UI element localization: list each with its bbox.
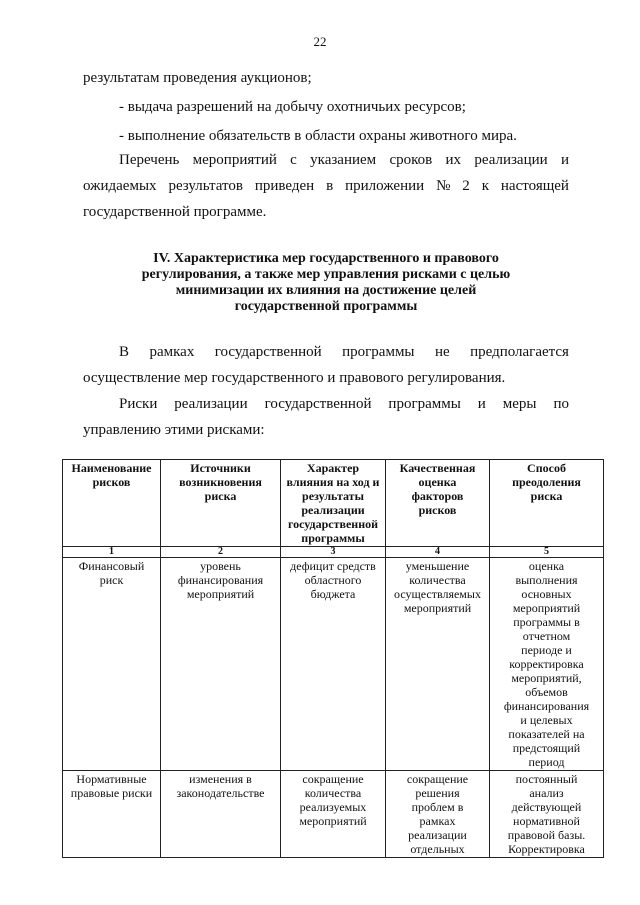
cell-line: финансирования xyxy=(503,699,590,713)
table-cell xyxy=(161,771,281,858)
word: в xyxy=(326,178,334,194)
header-mitigation-method xyxy=(490,460,604,547)
cell-line: возникновения xyxy=(179,475,262,489)
cell-line: осуществляемых xyxy=(394,587,481,601)
cell-line: рисков xyxy=(92,475,131,489)
cell-line: финансирования xyxy=(177,573,264,587)
cell-line: действующей xyxy=(511,800,582,814)
cell-line: предстоящий xyxy=(512,741,581,755)
cell-line: законодательстве xyxy=(176,786,265,800)
cell-line: реализуемых xyxy=(299,800,367,814)
cell-line: Корректировка xyxy=(508,842,585,856)
word: указанием xyxy=(310,152,377,168)
table-cell xyxy=(161,558,281,771)
cell-line: и целевых xyxy=(520,713,573,727)
cell-line: анализ xyxy=(529,786,564,800)
word: не xyxy=(434,344,450,360)
cell-line: количества xyxy=(409,573,466,587)
word: реализации xyxy=(474,152,548,168)
word: программы xyxy=(342,344,415,360)
table-cell xyxy=(281,558,386,771)
bullet-wildlife-protection: - выполнение обязательств в области охраны животного мира. xyxy=(119,128,517,144)
section-heading xyxy=(84,251,568,315)
paragraph-2-line-1 xyxy=(119,344,569,361)
cell-line: риска xyxy=(530,489,563,503)
word: В xyxy=(119,344,130,360)
cell-line: бюджета xyxy=(310,587,356,601)
word: предполагается xyxy=(470,344,569,360)
word: их xyxy=(445,152,462,168)
cell-line: факторов xyxy=(411,489,464,503)
cell-line: объемов xyxy=(525,685,568,699)
cell-line: реализации xyxy=(408,828,467,842)
section-heading-line: государственной программы xyxy=(234,299,418,314)
cell-line: Наименование xyxy=(71,461,152,475)
word: Перечень xyxy=(119,152,180,168)
header-risk-sources xyxy=(161,460,281,547)
cell-line: мероприятий xyxy=(186,587,255,601)
word: меры xyxy=(502,396,537,412)
table-header-row xyxy=(63,460,604,547)
word: ожидаемых xyxy=(83,178,157,194)
cell-line: корректировка xyxy=(509,657,584,671)
word: результатов xyxy=(168,178,243,194)
table-cell xyxy=(63,558,161,771)
cell-line: проблем в xyxy=(411,800,464,814)
word: 2 xyxy=(462,178,470,194)
word: и xyxy=(477,396,486,412)
cell-line: основных xyxy=(521,587,572,601)
cell-line: отдельных xyxy=(410,842,465,856)
cell-line: отчетном xyxy=(522,629,571,643)
cell-line: Нормативные xyxy=(76,772,147,786)
word: рамках xyxy=(149,344,195,360)
paragraph-3-line-1 xyxy=(119,396,569,413)
risk-table xyxy=(62,459,604,858)
cell-line: риска xyxy=(204,489,237,503)
cell-line: областного xyxy=(304,573,362,587)
cell-line: решения xyxy=(415,786,460,800)
table-row xyxy=(63,771,604,858)
cell-line: Способ xyxy=(527,461,566,475)
word: государственной xyxy=(214,344,322,360)
column-number: 1 xyxy=(63,547,161,558)
paragraph-2-line-2: осуществление мер государственного и правового регулирования. xyxy=(83,370,506,386)
cell-line: показателей на xyxy=(508,727,585,741)
column-number: 3 xyxy=(281,547,386,558)
table-cell xyxy=(386,771,490,858)
paragraph-1-line-2 xyxy=(83,178,569,195)
cell-line: нормативной xyxy=(513,814,580,828)
column-number-row xyxy=(63,547,604,558)
cell-line: уровень xyxy=(200,559,241,573)
word: приведен xyxy=(254,178,315,194)
table-cell xyxy=(490,558,604,771)
paragraph-1-line-1 xyxy=(119,152,569,169)
word: по xyxy=(553,396,569,412)
cell-line: изменения в xyxy=(189,772,252,786)
word: сроков xyxy=(389,152,433,168)
cell-line: Качественная xyxy=(399,461,476,475)
cell-line: программы в xyxy=(513,615,580,629)
cell-line: правовой базы. xyxy=(507,828,586,842)
cell-line: преодоления xyxy=(512,475,581,489)
word: № xyxy=(436,178,451,194)
cell-line: оценка xyxy=(528,559,565,573)
table-row xyxy=(63,558,604,771)
word: к xyxy=(481,178,489,194)
cell-line: мероприятий, xyxy=(511,671,582,685)
word: мероприятий xyxy=(192,152,277,168)
cell-line: период xyxy=(528,755,565,769)
word: с xyxy=(290,152,297,168)
section-heading-line: регулирования, а также мер управления рисками с целью xyxy=(141,267,511,282)
cell-line: дефицит средств xyxy=(290,559,376,573)
cell-line: сокращение xyxy=(406,772,469,786)
table-cell xyxy=(386,558,490,771)
section-heading-line: IV. Характеристика мер государственного и правового xyxy=(153,251,499,266)
table-cell xyxy=(281,771,386,858)
cell-line: результаты xyxy=(302,489,364,503)
cell-line: рисков xyxy=(418,503,457,517)
paragraph-3-line-2: управлению этими рисками: xyxy=(83,422,265,438)
word: настоящей xyxy=(500,178,569,194)
cell-line: уменьшение xyxy=(405,559,470,573)
cell-line: правовые риски xyxy=(70,786,153,800)
cell-line: мероприятий xyxy=(299,814,367,828)
cell-line: постоянный xyxy=(515,772,578,786)
cell-line: мероприятий xyxy=(512,601,581,615)
cell-line: Источники xyxy=(190,461,251,475)
column-number: 4 xyxy=(386,547,490,558)
word: программы xyxy=(388,396,461,412)
table-cell xyxy=(63,771,161,858)
page-number: 22 xyxy=(313,34,327,49)
cell-line: оценка xyxy=(418,475,457,489)
paragraph-1-line-3: государственной программе. xyxy=(83,204,267,220)
cell-line: государственной xyxy=(287,517,379,531)
cell-line: риск xyxy=(99,573,124,587)
section-heading-line: минимизации их влияния на достижение целей xyxy=(175,283,477,298)
cell-line: рамках xyxy=(419,814,456,828)
cell-line: сокращение xyxy=(302,772,364,786)
cell-line: периоде и xyxy=(521,643,572,657)
cell-line: влияния на ход и xyxy=(286,475,380,489)
header-risk-name xyxy=(63,460,161,547)
header-impact-nature xyxy=(281,460,386,547)
column-number: 2 xyxy=(161,547,281,558)
cell-line: количества xyxy=(304,786,362,800)
cell-line: выполнения xyxy=(515,573,578,587)
cell-line: программы xyxy=(301,531,365,545)
header-qualitative-assessment xyxy=(386,460,490,547)
word: реализации xyxy=(174,396,248,412)
word: Риски xyxy=(119,396,158,412)
cell-line: Финансовый xyxy=(78,559,145,573)
word: государственной xyxy=(264,396,372,412)
bullet-hunting-permits: - выдача разрешений на добычу охотничьих ресурсов; xyxy=(119,99,466,115)
column-number: 5 xyxy=(490,547,604,558)
cell-line: мероприятий xyxy=(403,601,472,615)
word: и xyxy=(560,152,569,168)
cell-line: реализации xyxy=(301,503,365,517)
intro-line: результатам проведения аукционов; xyxy=(83,70,312,86)
word: приложении xyxy=(345,178,425,194)
table-cell xyxy=(490,771,604,858)
cell-line: Характер xyxy=(306,461,360,475)
